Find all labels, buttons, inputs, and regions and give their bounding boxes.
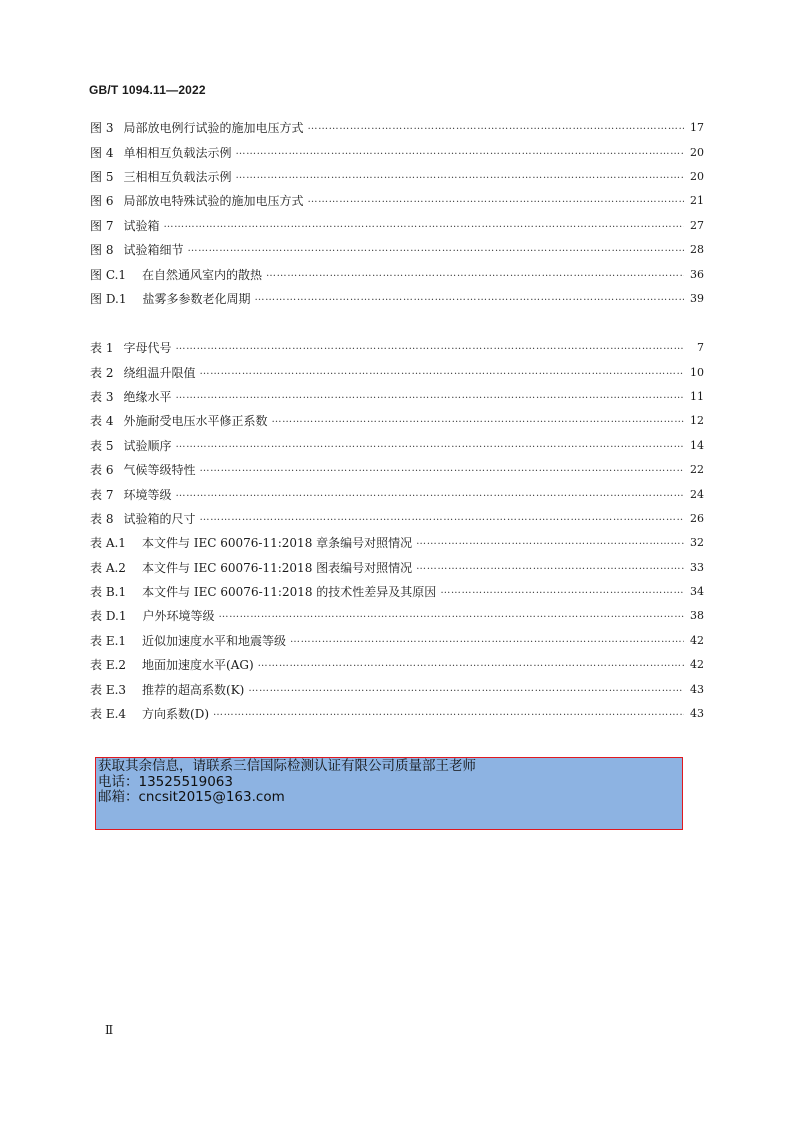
toc-entry-page: 34 [690, 585, 704, 599]
toc-entry-number: 表 2 [90, 365, 114, 380]
toc-entry-title: 三相相互负载法示例 [123, 169, 232, 184]
toc-entry-number: 表 1 [90, 341, 114, 356]
toc-entry-number: 图 7 [90, 218, 114, 233]
leader-dots [218, 609, 684, 623]
toc-entry-number: 图 3 [90, 121, 114, 136]
toc-entry-number: 表 5 [90, 438, 114, 453]
leader-dots [290, 634, 684, 648]
leader-dots [213, 707, 684, 721]
toc-entry[interactable] [90, 629, 704, 653]
toc-entry-number: 图 4 [90, 145, 114, 160]
toc-entry-page: 43 [690, 682, 704, 696]
toc-entry[interactable] [90, 214, 704, 238]
toc-entry-page: 14 [690, 438, 704, 452]
toc-entry[interactable] [90, 653, 704, 677]
toc-entry[interactable] [90, 336, 704, 360]
toc-entry[interactable] [90, 507, 704, 531]
toc-entry-page: 39 [690, 291, 704, 305]
page-number: Ⅱ [105, 1023, 114, 1037]
toc-entry-title: 字母代号 [123, 341, 172, 356]
toc-entry-number: 表 7 [90, 487, 114, 502]
toc-entry-page: 42 [690, 633, 704, 647]
toc-entry-page: 27 [690, 218, 704, 232]
toc-entry[interactable] [90, 482, 704, 506]
toc-entry[interactable] [90, 531, 704, 555]
toc-entry-number: 表 6 [90, 463, 114, 478]
toc-entry-title: 局部放电例行试验的施加电压方式 [123, 121, 304, 136]
leader-dots [199, 512, 684, 526]
toc-entry[interactable] [90, 702, 704, 726]
toc-entry-page: 33 [690, 560, 704, 574]
toc-entry-title: 本文件与 IEC 60076-11:2018 的技术性差异及其原因 [142, 585, 437, 600]
toc-entry-title: 推荐的超高系数(K) [142, 682, 245, 697]
toc-entry[interactable] [90, 409, 704, 433]
toc-entry-title: 本文件与 IEC 60076-11:2018 图表编号对照情况 [141, 560, 413, 575]
leader-dots [199, 463, 684, 477]
toc-entry-page: 20 [690, 145, 704, 159]
toc-entry-page: 10 [690, 365, 704, 379]
toc-entry-number: 图 6 [90, 194, 114, 209]
leader-dots [175, 488, 684, 502]
toc-entry-page: 20 [690, 169, 704, 183]
leader-dots [271, 414, 684, 428]
toc-entry[interactable] [90, 604, 704, 628]
toc-entry[interactable] [90, 385, 704, 409]
toc-entry-title: 近似加速度水平和地震等级 [142, 633, 287, 648]
toc-entry-number: 表 A.1 [90, 536, 126, 551]
toc-entry-title: 盐雾多参数老化周期 [142, 291, 251, 306]
notice-line-phone: 电话：13525519063 [98, 773, 233, 790]
leader-dots [416, 561, 684, 575]
leader-dots [175, 390, 684, 404]
leader-dots [235, 170, 684, 184]
toc-entry-title: 试验箱的尺寸 [123, 511, 196, 526]
leader-dots [163, 219, 684, 233]
toc-entry[interactable] [90, 140, 704, 164]
toc-entry-title: 局部放电特殊试验的施加电压方式 [123, 194, 304, 209]
leader-dots [187, 243, 684, 257]
toc-entry[interactable] [90, 238, 704, 262]
toc-entry-title: 环境等级 [123, 487, 172, 502]
leader-dots [307, 121, 684, 135]
toc-entry-number: 表 E.4 [90, 707, 127, 722]
toc-entry-number: 表 E.3 [90, 682, 127, 697]
standard-code-header: GB/T 1094.11—2022 [89, 83, 206, 97]
toc-entry[interactable] [90, 116, 704, 140]
toc-entry-number: 表 A.2 [90, 560, 126, 575]
toc-entry[interactable] [90, 580, 704, 604]
toc-entry-page: 11 [690, 389, 704, 403]
figure-list [90, 116, 704, 311]
toc-entry-page: 26 [690, 511, 704, 525]
toc-entry-title: 外施耐受电压水平修正系数 [123, 414, 268, 429]
leader-dots [254, 292, 684, 306]
toc-entry[interactable] [90, 165, 704, 189]
toc-entry-page: 24 [690, 487, 704, 501]
leader-dots [175, 341, 684, 355]
table-list [90, 336, 704, 726]
toc-entry-number: 表 8 [90, 511, 114, 526]
leader-dots [248, 683, 684, 697]
toc-entry-number: 表 4 [90, 414, 114, 429]
toc-entry-page: 43 [690, 707, 704, 721]
toc-entry-page: 17 [690, 121, 704, 135]
contact-notice-box [95, 757, 683, 830]
toc-entry-number: 图 C.1 [90, 267, 127, 282]
toc-entry[interactable] [90, 189, 704, 213]
toc-entry-title: 试验顺序 [123, 438, 172, 453]
leader-dots [175, 439, 684, 453]
leader-dots [416, 536, 684, 550]
notice-line-info: 获取其余信息，请联系三信国际检测认证有限公司质量部王老师 [98, 758, 476, 774]
toc-entry-page: 22 [690, 463, 704, 477]
toc-entry-number: 图 5 [90, 169, 114, 184]
toc-entry-page: 36 [690, 267, 704, 281]
toc-entry[interactable] [90, 262, 704, 286]
toc-entry-title: 气候等级特性 [123, 463, 196, 478]
toc-entry-page: 42 [690, 658, 704, 672]
toc-entry-number: 表 D.1 [90, 609, 127, 624]
toc-entry-title: 绕组温升限值 [123, 365, 196, 380]
leader-dots [199, 366, 684, 380]
toc-entry[interactable] [90, 360, 704, 384]
toc-entry-title: 试验箱细节 [123, 243, 184, 258]
toc-entry-number: 表 3 [90, 389, 114, 404]
toc-entry[interactable] [90, 458, 704, 482]
toc-entry-page: 7 [697, 341, 704, 355]
toc-entry-number: 表 B.1 [90, 585, 127, 600]
notice-line-email: 邮箱：cncsit2015@163.com [98, 789, 285, 805]
toc-entry-title: 在自然通风室内的散热 [142, 267, 263, 282]
toc-entry-page: 28 [690, 243, 704, 257]
toc-entry[interactable] [90, 434, 704, 458]
toc-entry-page: 32 [690, 536, 704, 550]
toc-entry-title: 绝缘水平 [123, 389, 172, 404]
leader-dots [307, 194, 684, 208]
toc-entry[interactable] [90, 677, 704, 701]
toc-entry-title: 单相相互负载法示例 [123, 145, 232, 160]
leader-dots [235, 146, 684, 160]
toc-entry-page: 38 [690, 609, 704, 623]
toc-entry-page: 21 [690, 194, 704, 208]
toc-entry-page: 12 [690, 414, 704, 428]
toc-entry-title: 试验箱 [123, 218, 160, 233]
toc-entry-title: 户外环境等级 [142, 609, 215, 624]
toc-entry-number: 图 8 [90, 243, 114, 258]
leader-dots [258, 658, 684, 672]
toc-entry-title: 本文件与 IEC 60076-11:2018 章条编号对照情况 [141, 536, 413, 551]
leader-dots [266, 268, 684, 282]
leader-dots [440, 585, 684, 599]
toc-entry-number: 表 E.2 [90, 658, 127, 673]
toc-entry[interactable] [90, 556, 704, 580]
toc-entry[interactable] [90, 287, 704, 311]
toc-entry-title: 地面加速度水平(AG) [142, 658, 254, 673]
toc-entry-title: 方向系数(D) [142, 707, 210, 722]
toc-entry-number: 图 D.1 [90, 291, 127, 306]
toc-entry-number: 表 E.1 [90, 633, 127, 648]
